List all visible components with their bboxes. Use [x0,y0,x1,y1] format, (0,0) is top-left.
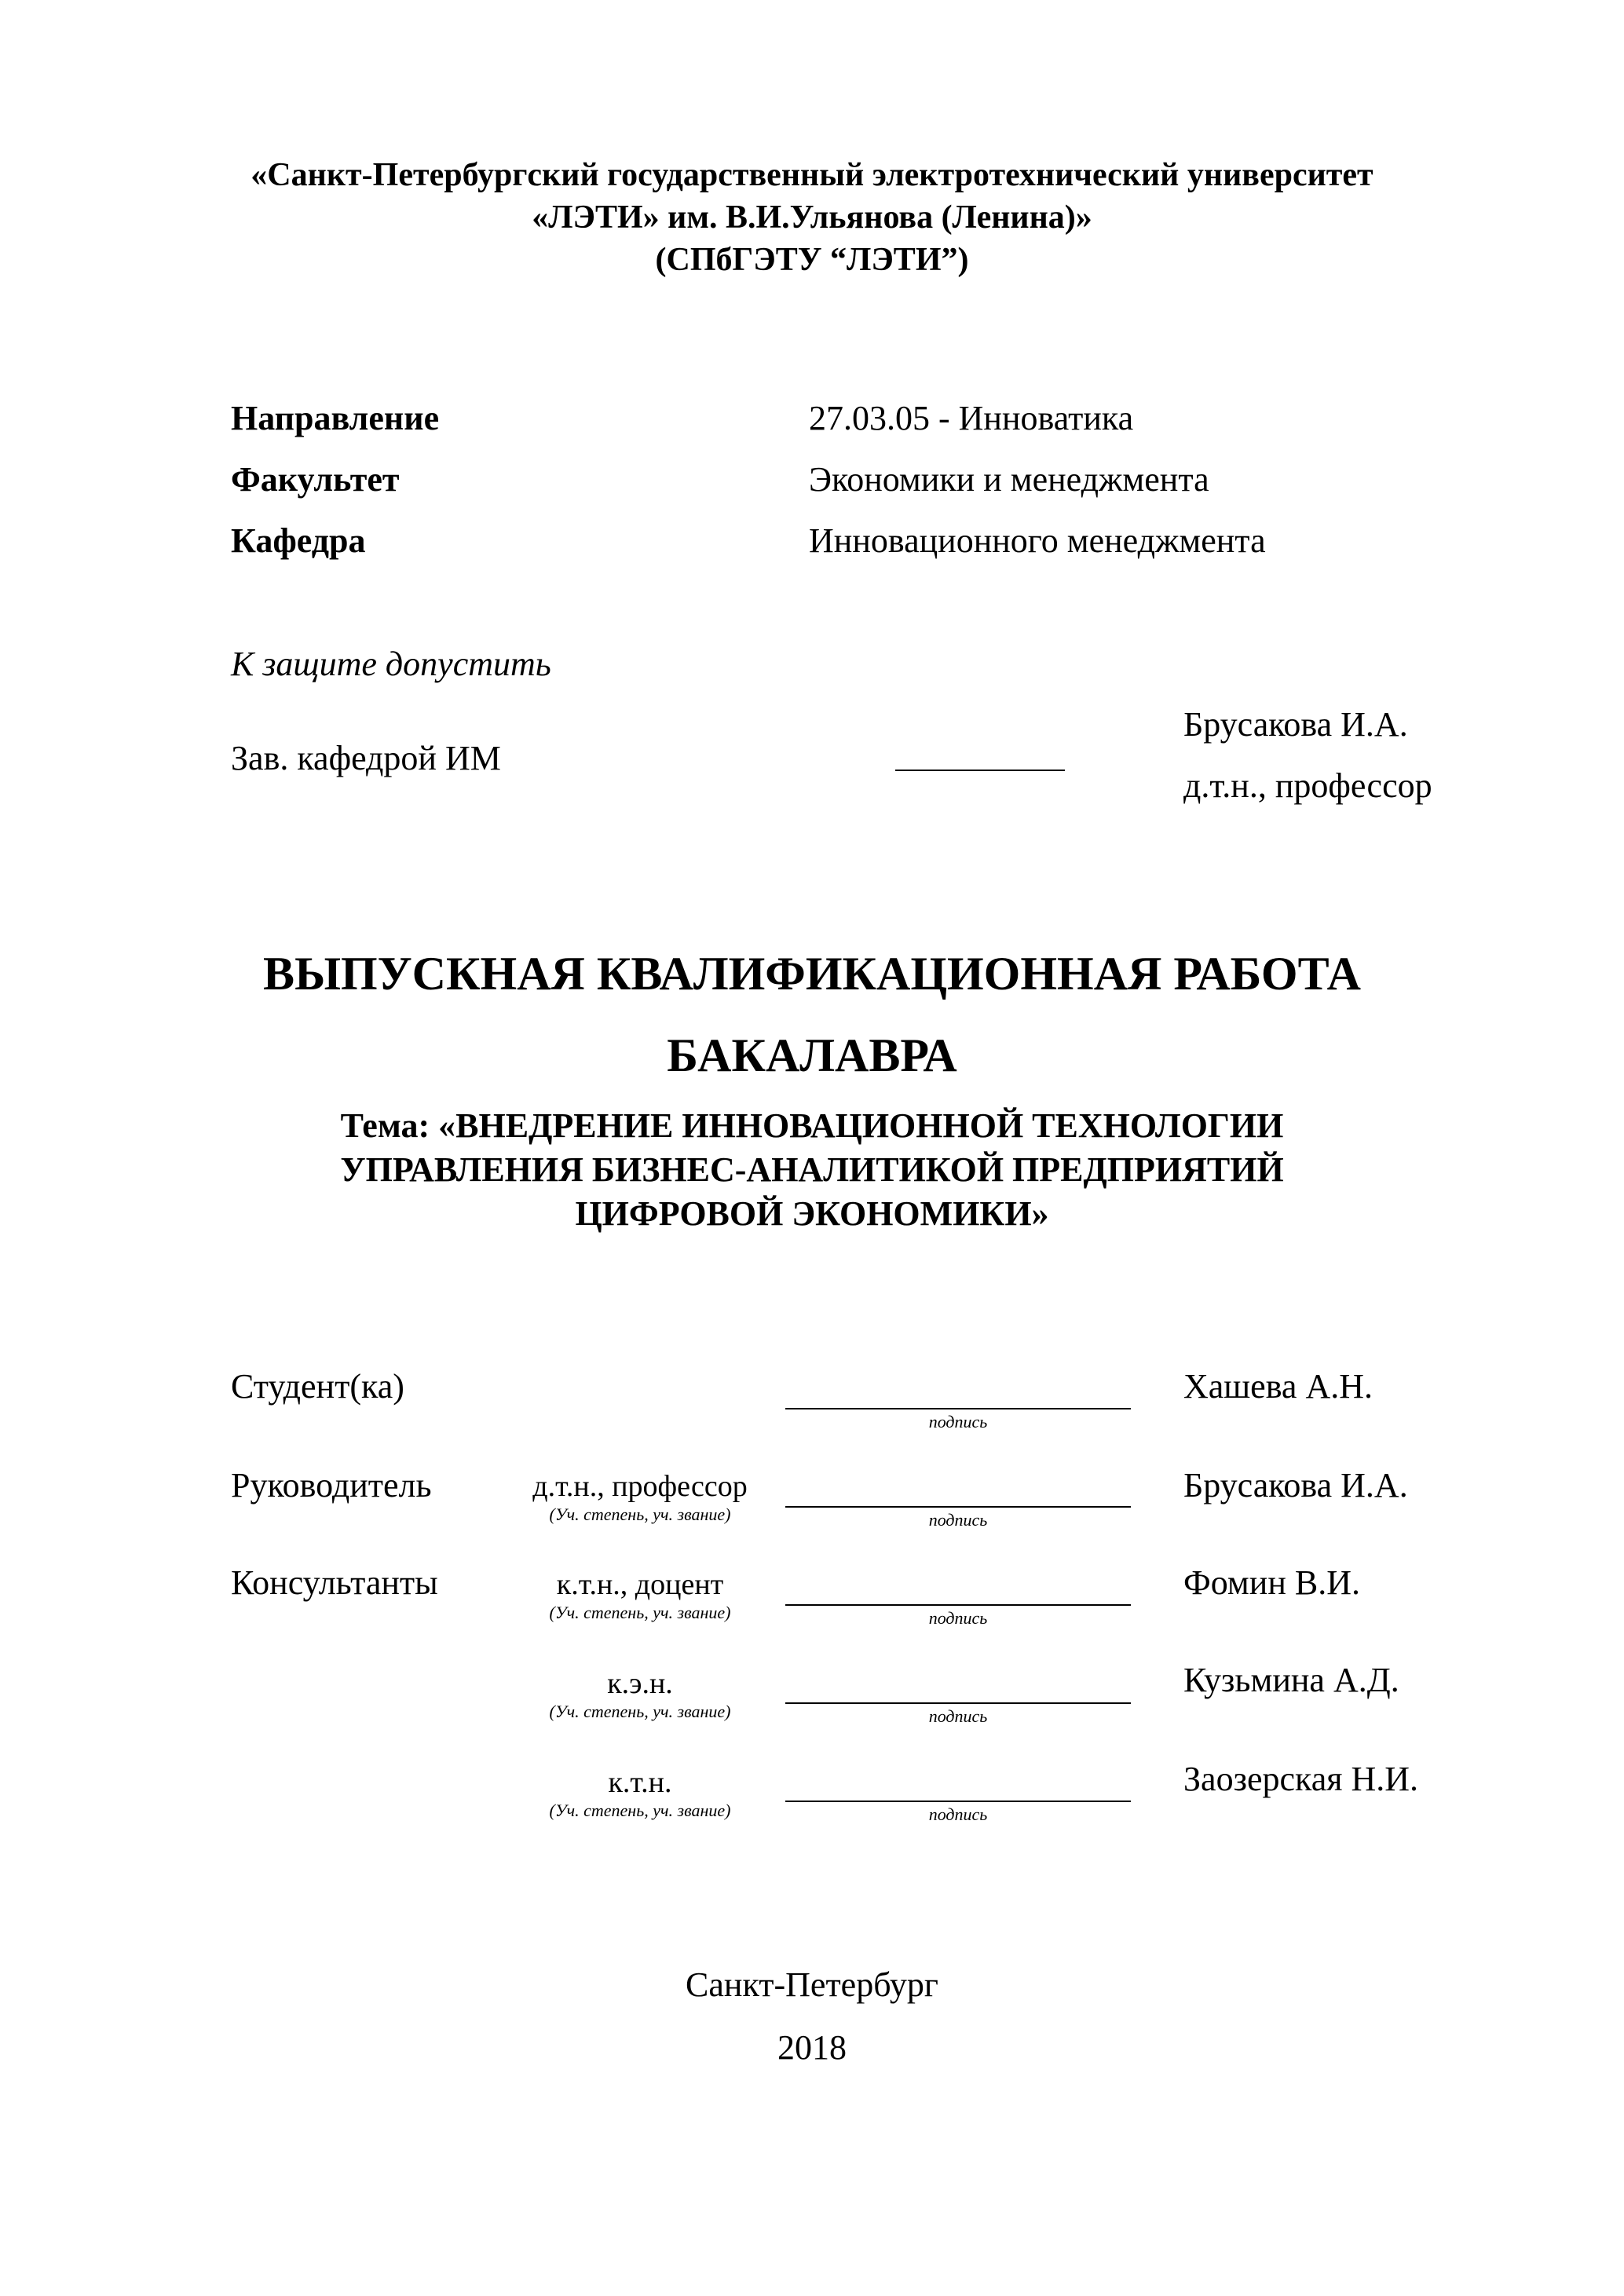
consultant3-degree-caption: (Уч. степень, уч. звание) [549,1801,731,1820]
consultant2-signature-caption: подпись [928,1706,988,1726]
consultant1-signature-caption: подпись [928,1608,988,1628]
city: Санкт-Петербург [686,1965,938,2004]
department-value: Инновационного менеджмента [809,521,1266,560]
supervisor-role: Руководитель [231,1466,432,1504]
student-name: Хашева А.Н. [1183,1367,1373,1406]
consultants-role: Консультанты [231,1563,438,1602]
direction-value: 27.03.05 - Инноватика [809,399,1134,437]
direction-label: Направление [231,399,440,437]
consultant3-name: Заозерская Н.И. [1183,1760,1419,1798]
consultant1-signature-line [785,1604,1131,1606]
consultant2-degree-caption: (Уч. степень, уч. звание) [549,1702,731,1721]
department-label: Кафедра [231,521,366,560]
consultant2-name: Кузьмина А.Д. [1183,1661,1399,1699]
supervisor-signature-line [785,1506,1131,1508]
topic-line2: УПРАВЛЕНИЯ БИЗНЕС-АНАЛИТИКОЙ ПРЕДПРИЯТИЙ [340,1150,1284,1189]
consultant3-signature-caption: подпись [928,1804,988,1824]
topic-line3: ЦИФРОВОЙ ЭКОНОМИКИ» [575,1194,1049,1233]
approval-role: Зав. кафедрой ИМ [231,739,501,777]
consultant3-signature-line [785,1801,1131,1802]
consultant2-signature-line [785,1702,1131,1704]
approval-degree: д.т.н., профессор [1183,766,1432,805]
document-title-line1: ВЫПУСКНАЯ КВАЛИФИКАЦИОННАЯ РАБОТА [263,948,1361,1000]
consultant2-degree: к.э.н. [607,1667,673,1700]
supervisor-name: Брусакова И.А. [1183,1466,1408,1504]
approval-heading: К защите допустить [231,645,551,683]
faculty-label: Факультет [231,460,400,499]
supervisor-degree-caption: (Уч. степень, уч. звание) [549,1504,731,1524]
consultant1-degree: к.т.н., доцент [556,1568,724,1601]
university-name-line2: «ЛЭТИ» им. В.И.Ульянова (Ленина)» [532,199,1092,236]
student-signature-caption: подпись [928,1412,988,1431]
approval-signature-line [895,770,1065,771]
university-abbreviation: (СПбГЭТУ “ЛЭТИ”) [655,242,969,278]
university-name-line1: «Санкт-Петербургский государственный электротехнический университет [251,157,1373,193]
consultant1-name: Фомин В.И. [1183,1563,1360,1602]
year: 2018 [777,2028,847,2067]
supervisor-degree: д.т.н., профессор [532,1470,748,1503]
document-title-line2: БАКАЛАВРА [667,1029,957,1081]
consultant3-degree: к.т.н. [608,1766,672,1799]
faculty-value: Экономики и менеджмента [809,460,1209,499]
approval-name: Брусакова И.А. [1183,705,1408,744]
consultant1-degree-caption: (Уч. степень, уч. звание) [549,1603,731,1622]
topic-line1: Тема: «ВНЕДРЕНИЕ ИННОВАЦИОННОЙ ТЕХНОЛОГИИ [340,1106,1284,1145]
student-signature-line [785,1408,1131,1409]
student-role: Студент(ка) [231,1367,404,1406]
supervisor-signature-caption: подпись [928,1510,988,1530]
